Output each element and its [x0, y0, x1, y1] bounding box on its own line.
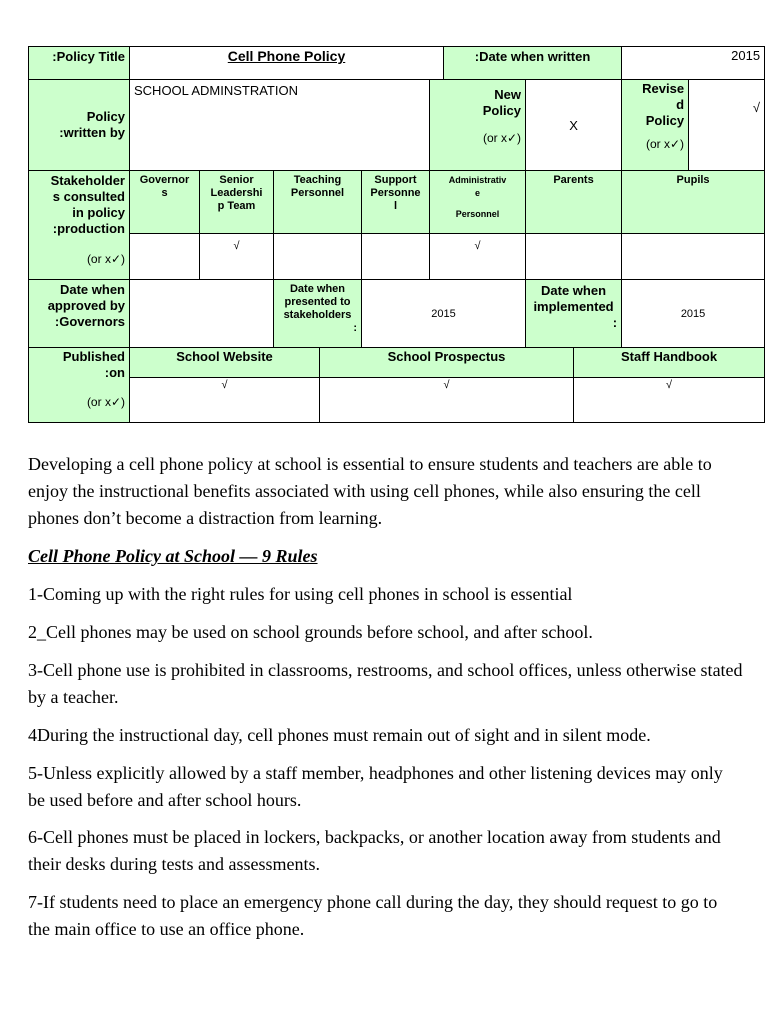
date-written-value: 2015: [622, 47, 765, 80]
stakeholder-support-personnel: Support Personne l: [362, 171, 430, 234]
stakeholder-governors: Governor s: [130, 171, 200, 234]
stakeholder-pupils: Pupils: [622, 171, 765, 234]
rule-item-6: 6-Cell phones must be placed in lockers, backpacks, or another location away from students and their desks during tests and assessments.: [28, 827, 721, 874]
rule-item-7: 7-If students need to place an emergency phone call during the day, they should request to go to the main office to use an office phone.: [28, 892, 718, 939]
implemented-label: Date when implemented :: [526, 280, 622, 348]
new-policy-mark: X: [526, 80, 622, 171]
administrative-check: √: [430, 234, 526, 280]
rule-item-2: 2_Cell phones may be used on school grounds before school, and after school.: [28, 622, 593, 642]
published-school-prospectus: School Prospectus: [320, 348, 574, 378]
teaching-check-cell: [274, 234, 362, 280]
written-by-value: SCHOOL ADMINSTRATION: [130, 80, 430, 171]
revised-policy-mark: √: [689, 80, 765, 171]
new-policy-label: New Policy (or x✓): [430, 80, 526, 171]
stakeholder-parents: Parents: [526, 171, 622, 234]
written-by-label: Policy :written by: [29, 80, 130, 171]
website-check: √: [130, 378, 320, 423]
prospectus-check: √: [320, 378, 574, 423]
revised-policy-label: Revise d Policy (or x✓): [622, 80, 689, 171]
presented-to-stakeholders-label: Date when presented to stakeholders :: [274, 280, 362, 348]
pupils-check-cell: [622, 234, 765, 280]
rules-heading: Cell Phone Policy at School — 9 Rules: [28, 546, 318, 566]
stakeholder-senior-leadership: Senior Leadershi p Team: [200, 171, 274, 234]
rule-item-5: 5-Unless explicitly allowed by a staff member, headphones and other listening devices may only be used before and after school hours.: [28, 763, 723, 810]
rule-item-3: 3-Cell phone use is prohibited in classrooms, restrooms, and school offices, unless otherwise stated by a teacher.: [28, 660, 743, 707]
policy-title: Cell Phone Policy: [130, 47, 444, 80]
parents-check-cell: [526, 234, 622, 280]
approved-by-governors-label: Date when approved by :Governors: [29, 280, 130, 348]
rule-item-4: 4During the instructional day, cell phones must remain out of sight and in silent mode.: [28, 725, 651, 745]
stakeholders-label: Stakeholder s consulted in policy :production (or x✓): [29, 171, 130, 280]
governors-check-cell: [130, 234, 200, 280]
stakeholder-administrative-personnel: Administrativ e Personnel: [430, 171, 526, 234]
policy-title-label: :Policy Title: [29, 47, 130, 80]
stakeholder-teaching-personnel: Teaching Personnel: [274, 171, 362, 234]
senior-leadership-check: √: [200, 234, 274, 280]
policy-info-table: [28, 46, 761, 423]
presented-date-value: 2015: [362, 280, 526, 348]
date-written-label: :Date when written: [444, 47, 622, 80]
support-check-cell: [362, 234, 430, 280]
published-on-label: Published :on (or x✓): [29, 348, 130, 423]
published-staff-handbook: Staff Handbook: [574, 348, 765, 378]
handbook-check: √: [574, 378, 765, 423]
implemented-date-value: 2015: [622, 280, 765, 348]
approved-date-value: [130, 280, 274, 348]
rule-item-1: 1-Coming up with the right rules for using cell phones in school is essential: [28, 584, 573, 604]
intro-paragraph: Developing a cell phone policy at school is essential to ensure students and teachers are able to enjoy the instructional benefits associated with using cell phones, while also ensuring the cell phones don’t become a distraction from learning.: [28, 454, 712, 528]
published-school-website: School Website: [130, 348, 320, 378]
